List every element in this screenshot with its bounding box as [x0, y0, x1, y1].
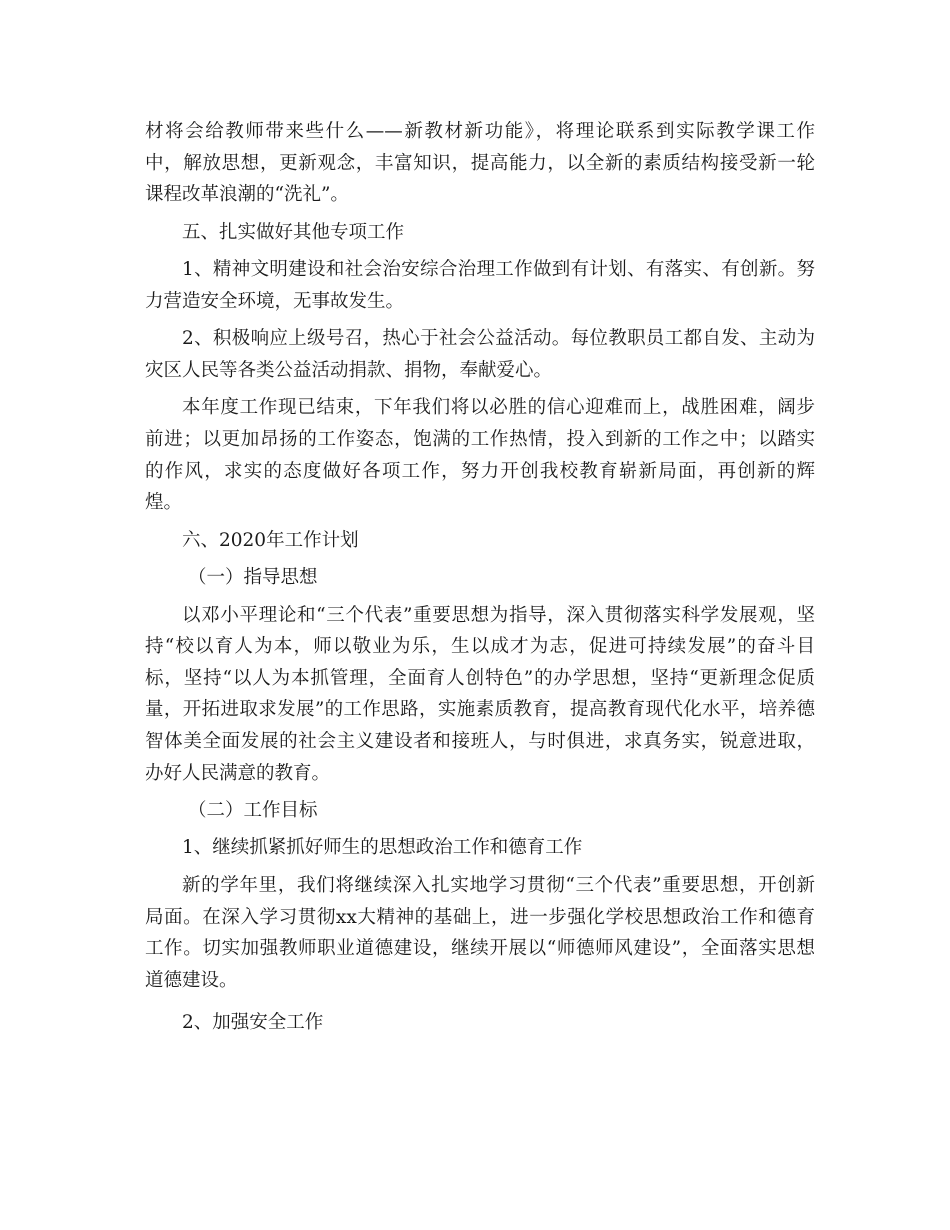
- subsection-heading: （一）指导思想: [188, 567, 318, 589]
- paragraph-line: 以邓小平理论和“三个代表”重要思想为指导，深入贯彻落实科学发展观，坚: [182, 604, 815, 626]
- paragraph-line: 课程改革浪潮的“洗礼”。: [145, 184, 349, 206]
- paragraph-line: 前进；以更加昂扬的工作姿态，饱满的工作热情，投入到新的工作之中；以踏实: [145, 428, 815, 450]
- subsection-heading: （二）工作目标: [188, 800, 318, 821]
- paragraph-line: 材将会给教师带来些什么——新教材新功能》，将理论联系到实际教学课工作: [145, 121, 815, 142]
- paragraph-line: 办好人民满意的教育。: [145, 762, 331, 784]
- paragraph-line: 标，坚持“以人为本抓管理，全面育人创特色”的办学思想，坚持“更新理念促质: [145, 667, 815, 689]
- paragraph-line: 持“校以育人为本，师以敬业为乐，生以成才为志，促进可持续发展”的奋斗目: [145, 636, 815, 658]
- paragraph-line: 的作风，求实的态度做好各项工作，努力开创我校教育崭新局面，再创新的辉: [145, 460, 815, 482]
- paragraph-line: 煌。: [145, 492, 183, 514]
- item-heading: 2、加强安全工作: [182, 1012, 324, 1034]
- paragraph-line: 新的学年里，我们将继续深入扎实地学习贯彻“三个代表”重要思想，开创新: [182, 874, 815, 896]
- document-body: [145, 116, 815, 1039]
- paragraph-line: 2、积极响应上级号召，热心于社会公益活动。每位教职员工都自发、主动为: [182, 328, 815, 350]
- paragraph-line: 智体美全面发展的社会主义建设者和接班人，与时俱进，求真务实，锐意进取，: [145, 730, 815, 752]
- paragraph-line: 道德建设。: [145, 969, 238, 991]
- section-heading-5: 五、扎实做好其他专项工作: [182, 221, 405, 243]
- paragraph-line: 量，开拓进取求发展”的工作思路，实施素质教育，提高教育现代化水平，培养德: [145, 699, 815, 721]
- paragraph-line: 中，解放思想，更新观念，丰富知识，提高能力，以全新的素质结构接受新一轮: [145, 152, 815, 174]
- paragraph-line: 本年度工作现已结束，下年我们将以必胜的信心迎难而上，战胜困难，阔步: [182, 397, 815, 419]
- paragraph-line: 局面。在深入学习贯彻xx大精神的基础上，进一步强化学校思想政治工作和德育: [145, 906, 815, 928]
- item-heading: 1、继续抓紧抓好师生的思想政治工作和德育工作: [182, 837, 583, 859]
- paragraph-line: 灾区人民等各类公益活动捐款、捐物，奉献爱心。: [145, 359, 553, 381]
- section-heading-6: 六、2020年工作计划: [182, 529, 359, 551]
- paragraph-line: 1、精神文明建设和社会治安综合治理工作做到有计划、有落实、有创新。努: [182, 259, 815, 281]
- paragraph-line: 工作。切实加强教师职业道德建设，继续开展以“师德师风建设”，全面落实思想: [145, 938, 815, 960]
- paragraph-line: 力营造安全环境，无事故发生。: [145, 290, 405, 312]
